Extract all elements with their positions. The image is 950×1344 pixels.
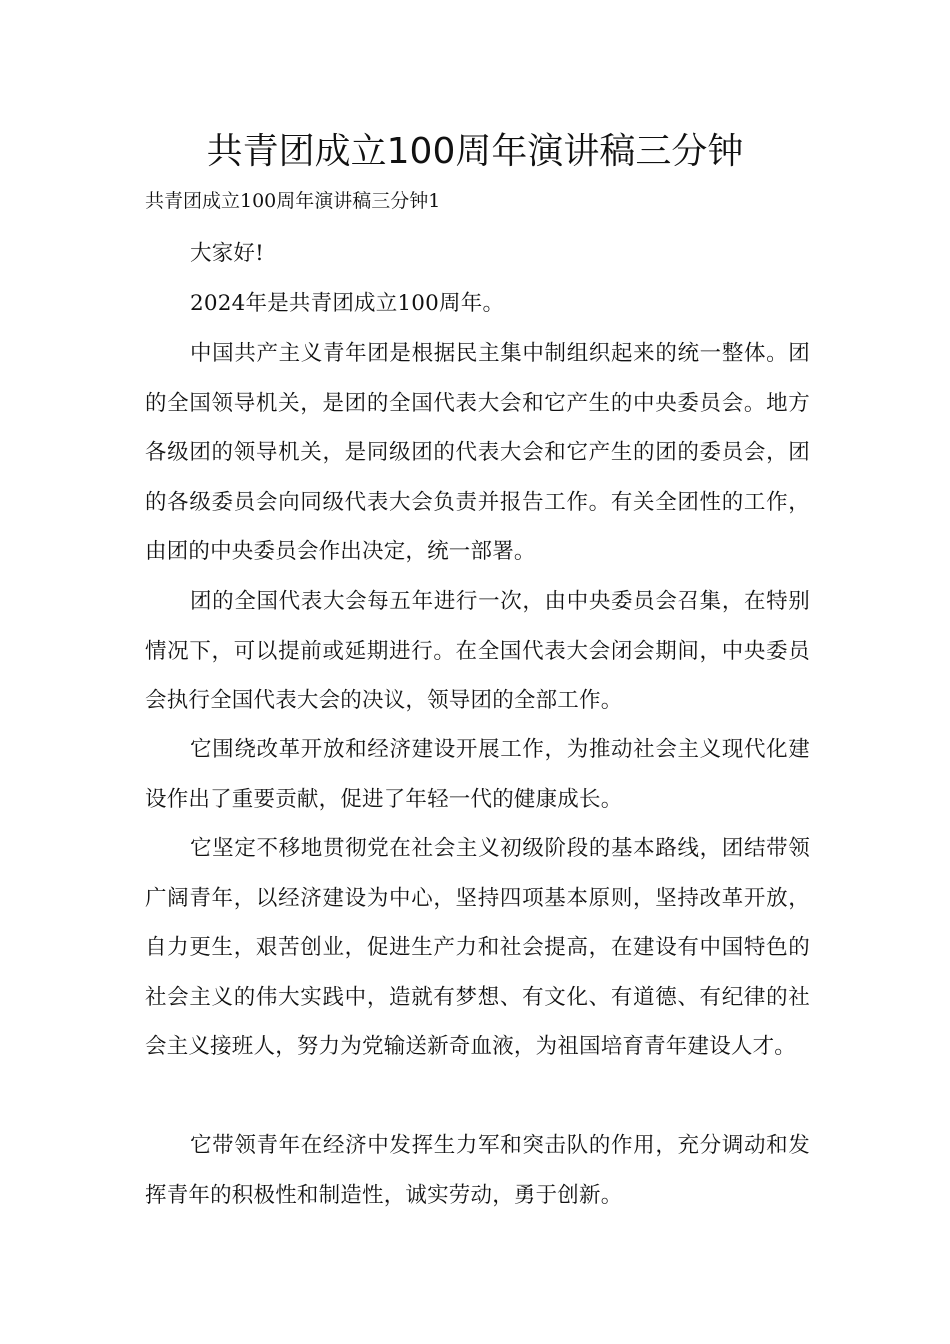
congress-paragraph: 团的全国代表大会每五年进行一次，由中央委员会召集，在特别情况下，可以提前或延期进行。在全国代表大会闭会期间，中央委员会执行全国代表大会的决议，领导团的全部工作。: [145, 589, 810, 714]
greeting-paragraph: 大家好!: [190, 241, 264, 266]
reform-paragraph: 它围绕改革开放和经济建设开展工作，为推动社会主义现代化建设作出了重要贡献，促进了年轻一代的健康成长。: [145, 737, 810, 812]
party-line-paragraph: 它坚定不移地贯彻党在社会主义初级阶段的基本路线，团结带领广阔青年，以经济建设为中心，坚持四项基本原则，坚持改革开放，自力更生，艰苦创业，促进生产力和社会提高，在建设有中国特色的社会主义的伟大实践中，造就有梦想、有文化、有道德、有纪律的社会主义接班人，努力为党输送新奇血液，为祖国培育青年建设人才。: [145, 836, 810, 1060]
section-heading: 共青团成立100周年演讲稿三分钟1: [145, 190, 441, 212]
organization-paragraph: 中国共产主义青年团是根据民主集中制组织起来的统一整体。团的全国领导机关，是团的全国代表大会和它产生的中央委员会。地方各级团的领导机关，是同级团的代表大会和它产生的团的委员会，团的各级委员会向同级代表大会负责并报告工作。有关全团性的工作，由团的中央委员会作出决定，统一部署。: [145, 341, 810, 565]
page-title: 共青团成立100周年演讲稿三分钟: [206, 131, 744, 172]
economy-paragraph: 它带领青年在经济中发挥生力军和突击队的作用，充分调动和发挥青年的积极性和制造性，诚实劳动，勇于创新。: [145, 1133, 810, 1208]
anniversary-paragraph: 2024年是共青团成立100周年。: [190, 291, 505, 316]
